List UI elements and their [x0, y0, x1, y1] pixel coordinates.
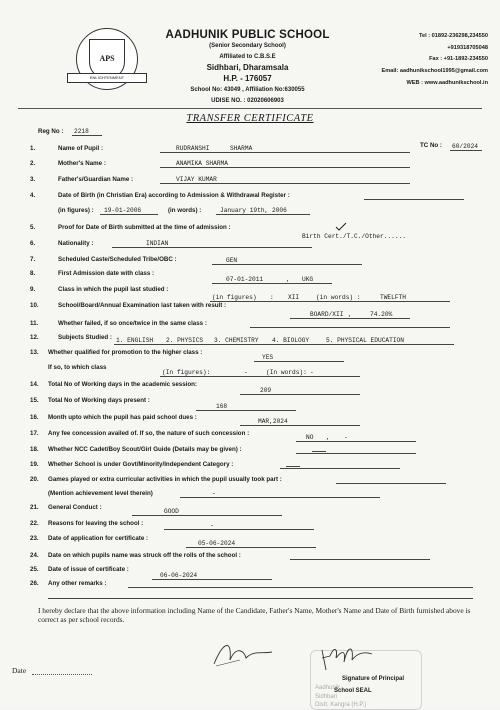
principal-signature-label: Signature of Principal — [342, 676, 405, 682]
row-number: 6. — [30, 240, 36, 247]
working-days-label: Total No of Working days in the academic session: — [48, 381, 197, 388]
telephone: Tel : 01892-236298,234550 — [419, 33, 488, 39]
ncc-label: Whether NCC Cadet/Boy Scout/Girl Guide (Details may be given) : — [48, 446, 242, 453]
pupil-first-name: RUDRANSHI — [176, 145, 210, 152]
tc-no-value: 60/2024 — [452, 143, 478, 150]
last-class-label: Class in which the pupil last studied : — [58, 286, 169, 293]
header-divider — [18, 108, 482, 109]
dob-label: Date of Birth (in Christian Era) according to Admission & Withdrawal Register : — [58, 192, 290, 199]
principal-signature-icon — [318, 640, 378, 676]
row-number: 8. — [30, 270, 36, 277]
row-number: 24. — [30, 552, 39, 559]
separator: , — [348, 311, 352, 318]
activities-label: Games played or extra curricular activities in which the pupil usually took part : — [48, 476, 282, 483]
stamp-line-2: Sidhbari — [315, 694, 338, 700]
subject-5: 5. PHYSICAL EDUCATION — [326, 337, 404, 344]
dob-words-value: January 19th, 2006 — [220, 207, 287, 214]
father-name-value: VIJAY KUMAR — [176, 176, 217, 183]
fee-concession-value: NO — [306, 434, 314, 441]
row-number: 13. — [30, 349, 39, 356]
promotion-value: YES — [262, 354, 274, 361]
field-line — [112, 247, 312, 248]
last-class-figures: XII — [288, 294, 300, 301]
school-seal-label: School SEAL — [334, 688, 372, 694]
field-line — [196, 410, 296, 411]
row-number: 14. — [30, 381, 39, 388]
row-number: 11. — [30, 320, 39, 327]
dues-paid-label: Month upto which the pupil has paid school dues : — [48, 414, 197, 421]
application-date-label: Date of application for certificate : — [48, 535, 149, 542]
category-label: Scheduled Caste/Scheduled Tribe/OBC : — [58, 256, 177, 263]
days-present-label: Total No of Working days present : — [48, 397, 150, 404]
school-logo — [76, 28, 138, 90]
row-number: 15. — [30, 397, 39, 404]
first-admission-date: 07-01-2011 — [226, 276, 264, 283]
last-exam-label: School/Board/Annual Examination last taken with result : — [58, 302, 227, 309]
row-number: 21. — [30, 504, 39, 511]
activities-sub-label: (Mention achievement level therein) — [48, 490, 153, 497]
application-date-value: 05-06-2024 — [198, 540, 236, 547]
field-line — [186, 547, 316, 548]
field-line — [160, 167, 410, 168]
row-number: 2. — [30, 160, 36, 167]
field-line — [364, 199, 464, 200]
pupil-name-label: Name of Pupil : — [58, 145, 104, 152]
field-line — [290, 318, 410, 319]
remarks-label: Any other remarks : — [48, 580, 107, 587]
promotion-figures-value: - — [244, 369, 248, 376]
tc-no-label: TC No : — [420, 142, 442, 149]
separator: , — [286, 276, 290, 283]
subjects-label: Subjects Studied : — [58, 334, 112, 341]
promotion-words-label: (In words): — [266, 369, 307, 376]
nationality-value: INDIAN — [146, 240, 169, 247]
days-present-value: 168 — [216, 403, 228, 410]
dob-proof-label: Proof for Date of Birth submitted at the time of admission : — [58, 224, 231, 231]
pupil-last-name: SHARMA — [230, 145, 253, 152]
first-admission-class: UKG — [302, 276, 314, 283]
dob-words-label: (in words) : — [168, 207, 202, 214]
field-line — [164, 529, 314, 530]
school-name: AADHUNIK PUBLIC SCHOOL — [165, 29, 330, 41]
dash-mark — [312, 451, 326, 452]
certificate-title: TRANSFER CERTIFICATE — [186, 113, 314, 124]
school-category-label: Whether School is under Govt/Minority/Independent Category : — [48, 461, 234, 468]
row-number: 12. — [30, 334, 39, 341]
subject-2: 2. PHYSICS — [166, 337, 204, 344]
issue-date-label: Date of issue of certificate : — [48, 566, 129, 573]
logo-text: APS — [99, 54, 115, 63]
dash-mark — [286, 466, 300, 467]
nationality-label: Nationality : — [58, 240, 94, 247]
conduct-value: GOOD — [164, 508, 179, 515]
row-number: 16. — [30, 414, 39, 421]
fax: Fax : +91-1892-234550 — [429, 56, 488, 62]
school-number: School No: 43049 , Affiliation No:630055 — [190, 87, 305, 93]
field-line — [254, 361, 344, 362]
field-line — [296, 441, 416, 442]
row-number: 4. — [30, 192, 36, 199]
tc-no-line — [450, 150, 482, 151]
last-exam-board: BOARD/XII — [310, 311, 344, 318]
row-number: 10. — [30, 302, 39, 309]
field-line — [180, 497, 380, 498]
subject-3: 3. CHEMISTRY — [214, 337, 259, 344]
failed-label: Whether failed, if so once/twice in the same class : — [58, 320, 207, 327]
row-number: 19. — [30, 461, 39, 468]
stamp-line-3: Distt. Kangra (H.P.) — [315, 702, 367, 708]
field-line — [210, 301, 450, 302]
conduct-label: General Conduct : — [48, 504, 102, 511]
field-line — [160, 183, 410, 184]
struck-off-label: Date on which pupils name was struck off the rolls of the school : — [48, 552, 241, 559]
dob-proof-value: Birth Cert./T.C./Other...... — [302, 233, 406, 240]
row-number: 17. — [30, 430, 39, 437]
activities-value: - — [212, 490, 216, 497]
mother-name-value: ANAMIKA SHARMA — [176, 160, 228, 167]
field-line — [128, 587, 473, 588]
subject-4: 4. BIOLOGY — [272, 337, 310, 344]
reg-no-label: Reg No : — [38, 128, 64, 135]
field-line — [100, 214, 158, 215]
field-line — [280, 468, 400, 469]
field-line — [240, 394, 360, 395]
field-line — [212, 283, 332, 284]
date-line — [32, 674, 92, 675]
row-number: 20. — [30, 476, 39, 483]
field-line — [240, 425, 360, 426]
row-number: 7. — [30, 256, 36, 263]
separator: , — [326, 434, 330, 441]
mother-name-label: Mother's Name : — [58, 160, 106, 167]
school-subtitle: (Senior Secondary School) — [209, 43, 286, 49]
last-class-words-label: (in words) : — [316, 294, 361, 301]
row-number: 22. — [30, 520, 39, 527]
reg-no-line — [72, 135, 102, 136]
promotion-figures-label: (In figures): — [162, 369, 211, 376]
separator: : — [270, 294, 274, 301]
father-name-label: Father's/Guardian Name : — [58, 176, 134, 183]
dob-figures-value: 19-01-2006 — [104, 207, 142, 214]
row-number: 25. — [30, 566, 39, 573]
row-number: 18. — [30, 446, 39, 453]
dob-figures-label: (in figures) : — [58, 207, 94, 214]
field-line — [216, 214, 310, 215]
field-line — [152, 579, 272, 580]
last-class-figures-label: (in figures) — [212, 294, 257, 301]
website: WEB : www.aadhunikschool.in — [406, 80, 488, 86]
school-location: Sidhbari, Dharamsala — [206, 63, 289, 72]
field-line — [48, 598, 473, 599]
declaration-text: I hereby declare that the above information including Name of the Candidate, Father's Name, Mother's Name and Date of Birth furnished above is correct as per school records. — [38, 606, 471, 624]
subject-1: 1. ENGLISH — [116, 337, 154, 344]
check-mark-icon — [335, 222, 347, 232]
working-days-value: 209 — [260, 387, 272, 394]
last-class-words: TWELFTH — [380, 294, 406, 301]
field-line — [296, 453, 416, 454]
field-line — [290, 559, 430, 560]
field-line — [160, 152, 410, 153]
reg-no-value: 2218 — [74, 128, 89, 135]
fee-concession-label: Any fee concession availed of. If so, the nature of such concession : — [48, 430, 250, 437]
logo-ribbon: ENLIGHTENMENT — [67, 73, 147, 83]
email: Email: aadhunikschool1995@gmail.com — [381, 68, 488, 74]
row-number: 3. — [30, 176, 36, 183]
first-admission-label: First Admission date with class : — [58, 270, 155, 277]
promotion-class-label: If so, to which class — [48, 364, 107, 371]
stamp-line-1: Aadhunik — [315, 685, 341, 691]
telephone-2: +919318705048 — [447, 45, 488, 51]
field-line — [160, 376, 360, 377]
row-number: 9. — [30, 286, 36, 293]
field-line — [114, 344, 454, 345]
school-pin: H.P. - 176057 — [223, 74, 272, 83]
field-line — [250, 327, 450, 328]
promotion-label: Whether qualified for promotion to the higher class : — [48, 349, 203, 356]
row-number: 26. — [30, 580, 39, 587]
fee-concession-nature: - — [344, 434, 348, 441]
clerk-signature-icon — [210, 636, 280, 672]
category-value: GEN — [226, 257, 238, 264]
promotion-words-value: - — [310, 369, 314, 376]
issue-date-value: 06-06-2024 — [160, 572, 198, 579]
row-number: 1. — [30, 145, 36, 152]
date-label: Date — [12, 666, 27, 675]
udise-number: UDISE NO. : 02020606903 — [211, 98, 284, 104]
field-line — [336, 483, 446, 484]
affiliation: Affiliated to C.B.S.E — [219, 54, 276, 60]
dues-paid-value: MAR,2024 — [258, 418, 288, 425]
last-exam-result: 74.20% — [370, 311, 393, 318]
leaving-reason-value: - — [210, 522, 214, 529]
field-line — [132, 515, 282, 516]
row-number: 5. — [30, 224, 36, 231]
row-number: 23. — [30, 535, 39, 542]
leaving-reason-label: Reasons for leaving the school : — [48, 520, 144, 527]
field-line — [212, 264, 362, 265]
